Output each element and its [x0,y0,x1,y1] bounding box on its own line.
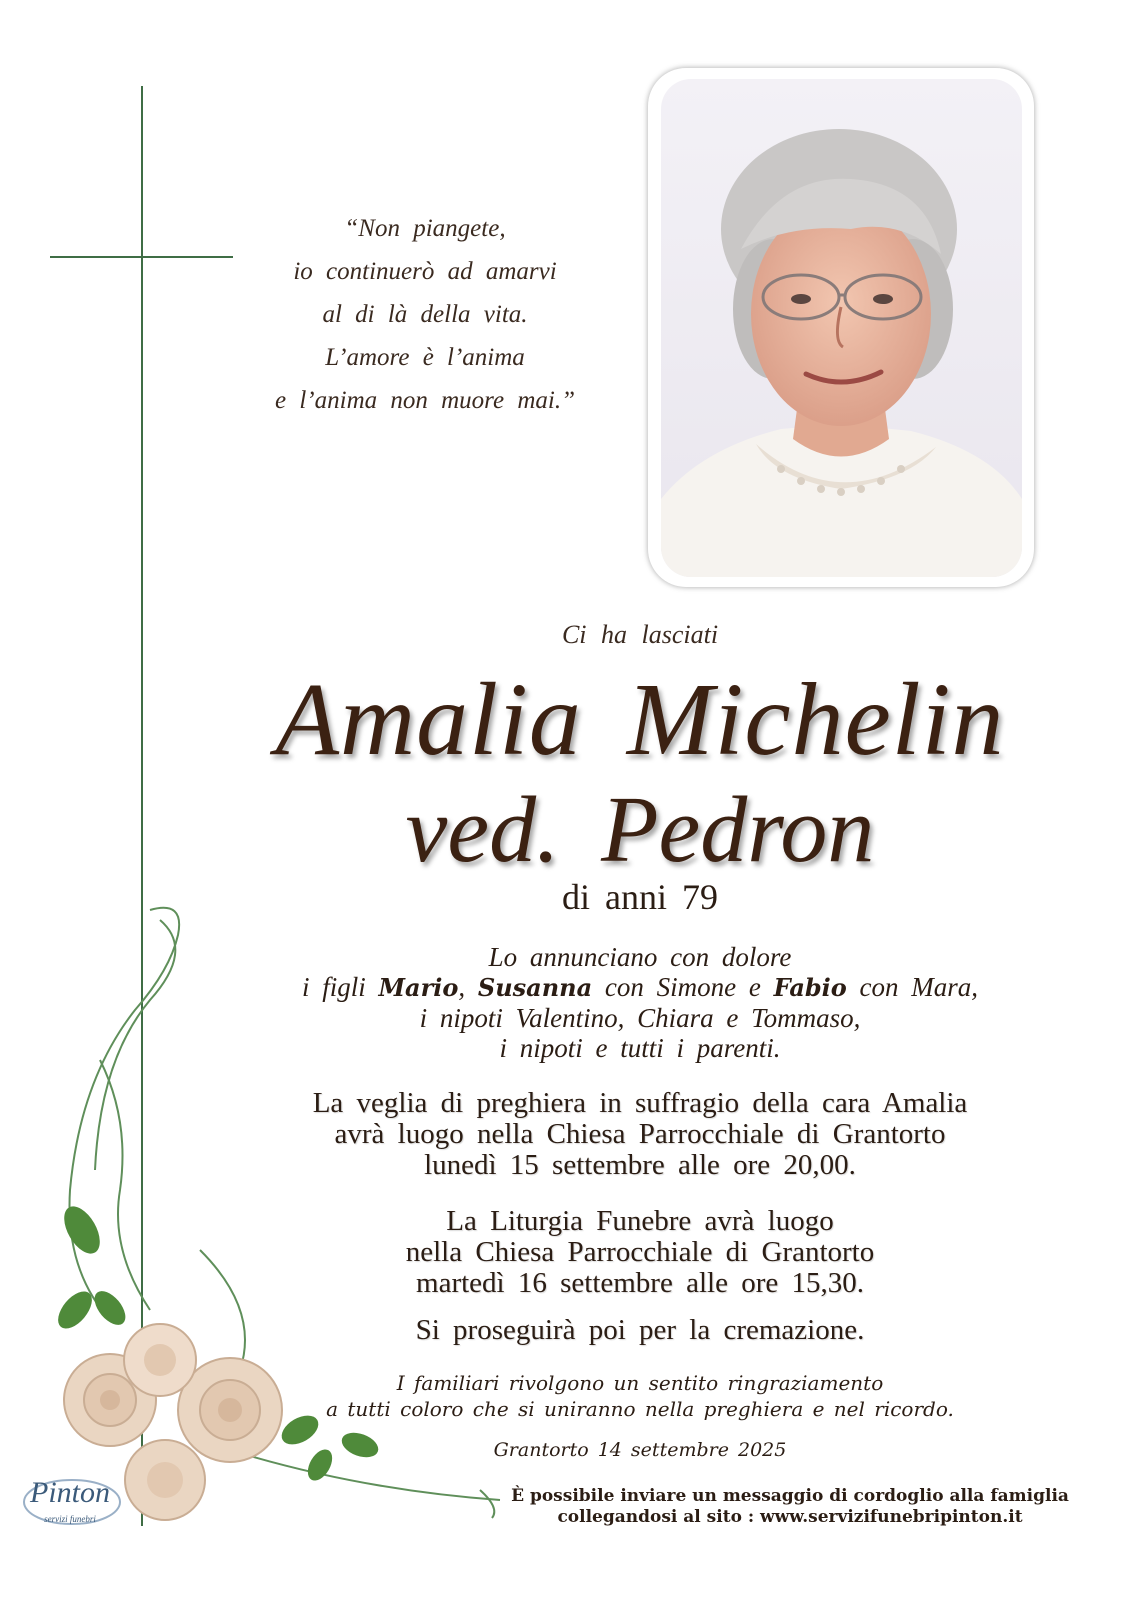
children-suffix: con Mara, [846,972,979,1002]
footer-website-line[interactable]: collegandosi al sito : www.servizifunebripinton.it [557,1507,1023,1527]
vigil-line: La veglia di preghiera in suffragio della cara Amalia [312,1087,968,1119]
logo-name: Pinton [30,1476,110,1509]
cremation-note: Si proseguirà poi per la cremazione. [415,1314,865,1346]
quote-line: io continuerò ad amarvi [293,258,557,285]
thanks-line: a tutti coloro che si uniranno nella preghiera e nel ricordo. [326,1397,954,1421]
announcement-line: i nipoti e tutti i parenti. [499,1033,781,1063]
funeral-line: La Liturgia Funebre avrà luogo [446,1205,834,1237]
child-name: Susanna [477,973,593,1002]
deceased-married-name: ved. Pedron [405,778,875,882]
child-name: Mario [378,973,459,1002]
quote-line: L’amore è l’anima [325,344,525,371]
vigil-line: avrà luogo nella Chiesa Parrocchiale di Grantorto [334,1118,946,1150]
deceased-name: Amalia Michelin [275,662,1005,777]
logo-subtitle: servizi funebri [44,1514,96,1524]
vigil-line: lunedì 15 settembre alle ore 20,00. [424,1149,856,1181]
children-middle: con Simone e [592,972,774,1002]
announcement-line: Lo annunciano con dolore [488,942,792,972]
rose-bouquet-icon [0,890,520,1530]
children-prefix: i figli [301,972,379,1002]
footer-line: È possibile inviare un messaggio di cordoglio alla famiglia [511,1486,1069,1506]
cross-icon-horizontal [50,256,233,258]
quote-line: e l’anima non muore mai.” [275,387,575,414]
age-text: di anni 79 [562,877,718,917]
quote-line: al di là della vita. [322,301,528,328]
separator: , [458,972,478,1002]
condolence-footer [500,1486,1080,1528]
memorial-quote [240,207,610,422]
child-name: Fabio [773,973,847,1002]
portrait-photo [661,79,1022,577]
announcement-line: i nipoti Valentino, Chiara e Tommaso, [419,1003,861,1033]
funeral-line: nella Chiesa Parrocchiale di Grantorto [405,1236,875,1268]
quote-line: “Non piangete, [344,215,506,242]
intro-text: Ci ha lasciati [561,620,719,649]
thanks-line: I familiari rivolgono un sentito ringraziamento [396,1371,884,1395]
place-date: Grantorto 14 settembre 2025 [493,1439,787,1461]
funeral-line: martedì 16 settembre alle ore 15,30. [416,1267,864,1299]
